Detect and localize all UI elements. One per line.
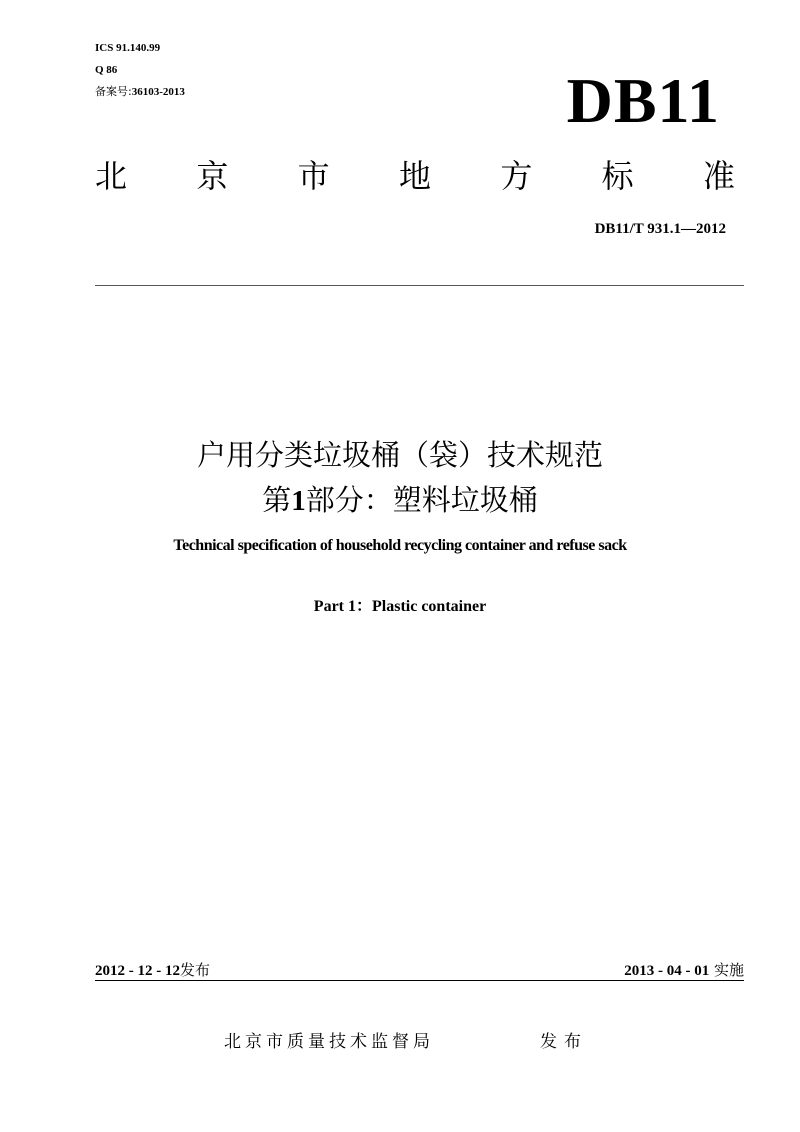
- standard-type-char: 标: [601, 157, 634, 195]
- header-divider: [95, 285, 744, 286]
- chinese-subtitle: [0, 482, 800, 519]
- issuing-action: 发布: [540, 1032, 588, 1052]
- chinese-title: 户用分类垃圾桶（袋）技术规范: [196, 438, 603, 472]
- issue-date-value: 2012 - 12 - 12: [95, 963, 180, 979]
- subtitle-suffix: 部分：塑料垃圾桶: [305, 483, 538, 517]
- standard-type-char: 地: [398, 157, 431, 195]
- effective-date-label: 实施: [713, 961, 744, 979]
- ics-code: ICS 91.140.99: [95, 42, 161, 54]
- subtitle-part-number: 1: [291, 485, 306, 517]
- standard-type-char: 京: [196, 157, 229, 195]
- ccs-code: Q 86: [95, 64, 118, 76]
- record-value: 36103-2013: [131, 86, 185, 98]
- effective-date: [624, 960, 744, 981]
- standard-code-mark: DB11: [566, 65, 720, 136]
- footer-divider: [95, 980, 744, 981]
- record-number: [95, 85, 185, 99]
- subtitle-prefix: 第: [262, 483, 292, 517]
- standard-type-title: [95, 156, 735, 196]
- english-part-title: Part 1：Plastic container: [313, 598, 487, 615]
- issue-date: [95, 960, 210, 981]
- standard-type-char: 方: [500, 157, 533, 195]
- standard-type-char: 市: [297, 157, 330, 195]
- english-title: Technical specification of household recycling container and refuse sack: [173, 537, 627, 554]
- standard-type-char: 准: [702, 157, 735, 195]
- effective-date-value: 2013 - 04 - 01: [624, 963, 710, 979]
- issuing-authority: 北京市质量技术监督局: [224, 1032, 434, 1052]
- record-label: 备案号:: [95, 85, 132, 98]
- standard-type-char: 北: [95, 157, 128, 195]
- issue-date-label: 发布: [180, 961, 211, 979]
- standard-number: DB11/T 931.1—2012: [594, 221, 726, 237]
